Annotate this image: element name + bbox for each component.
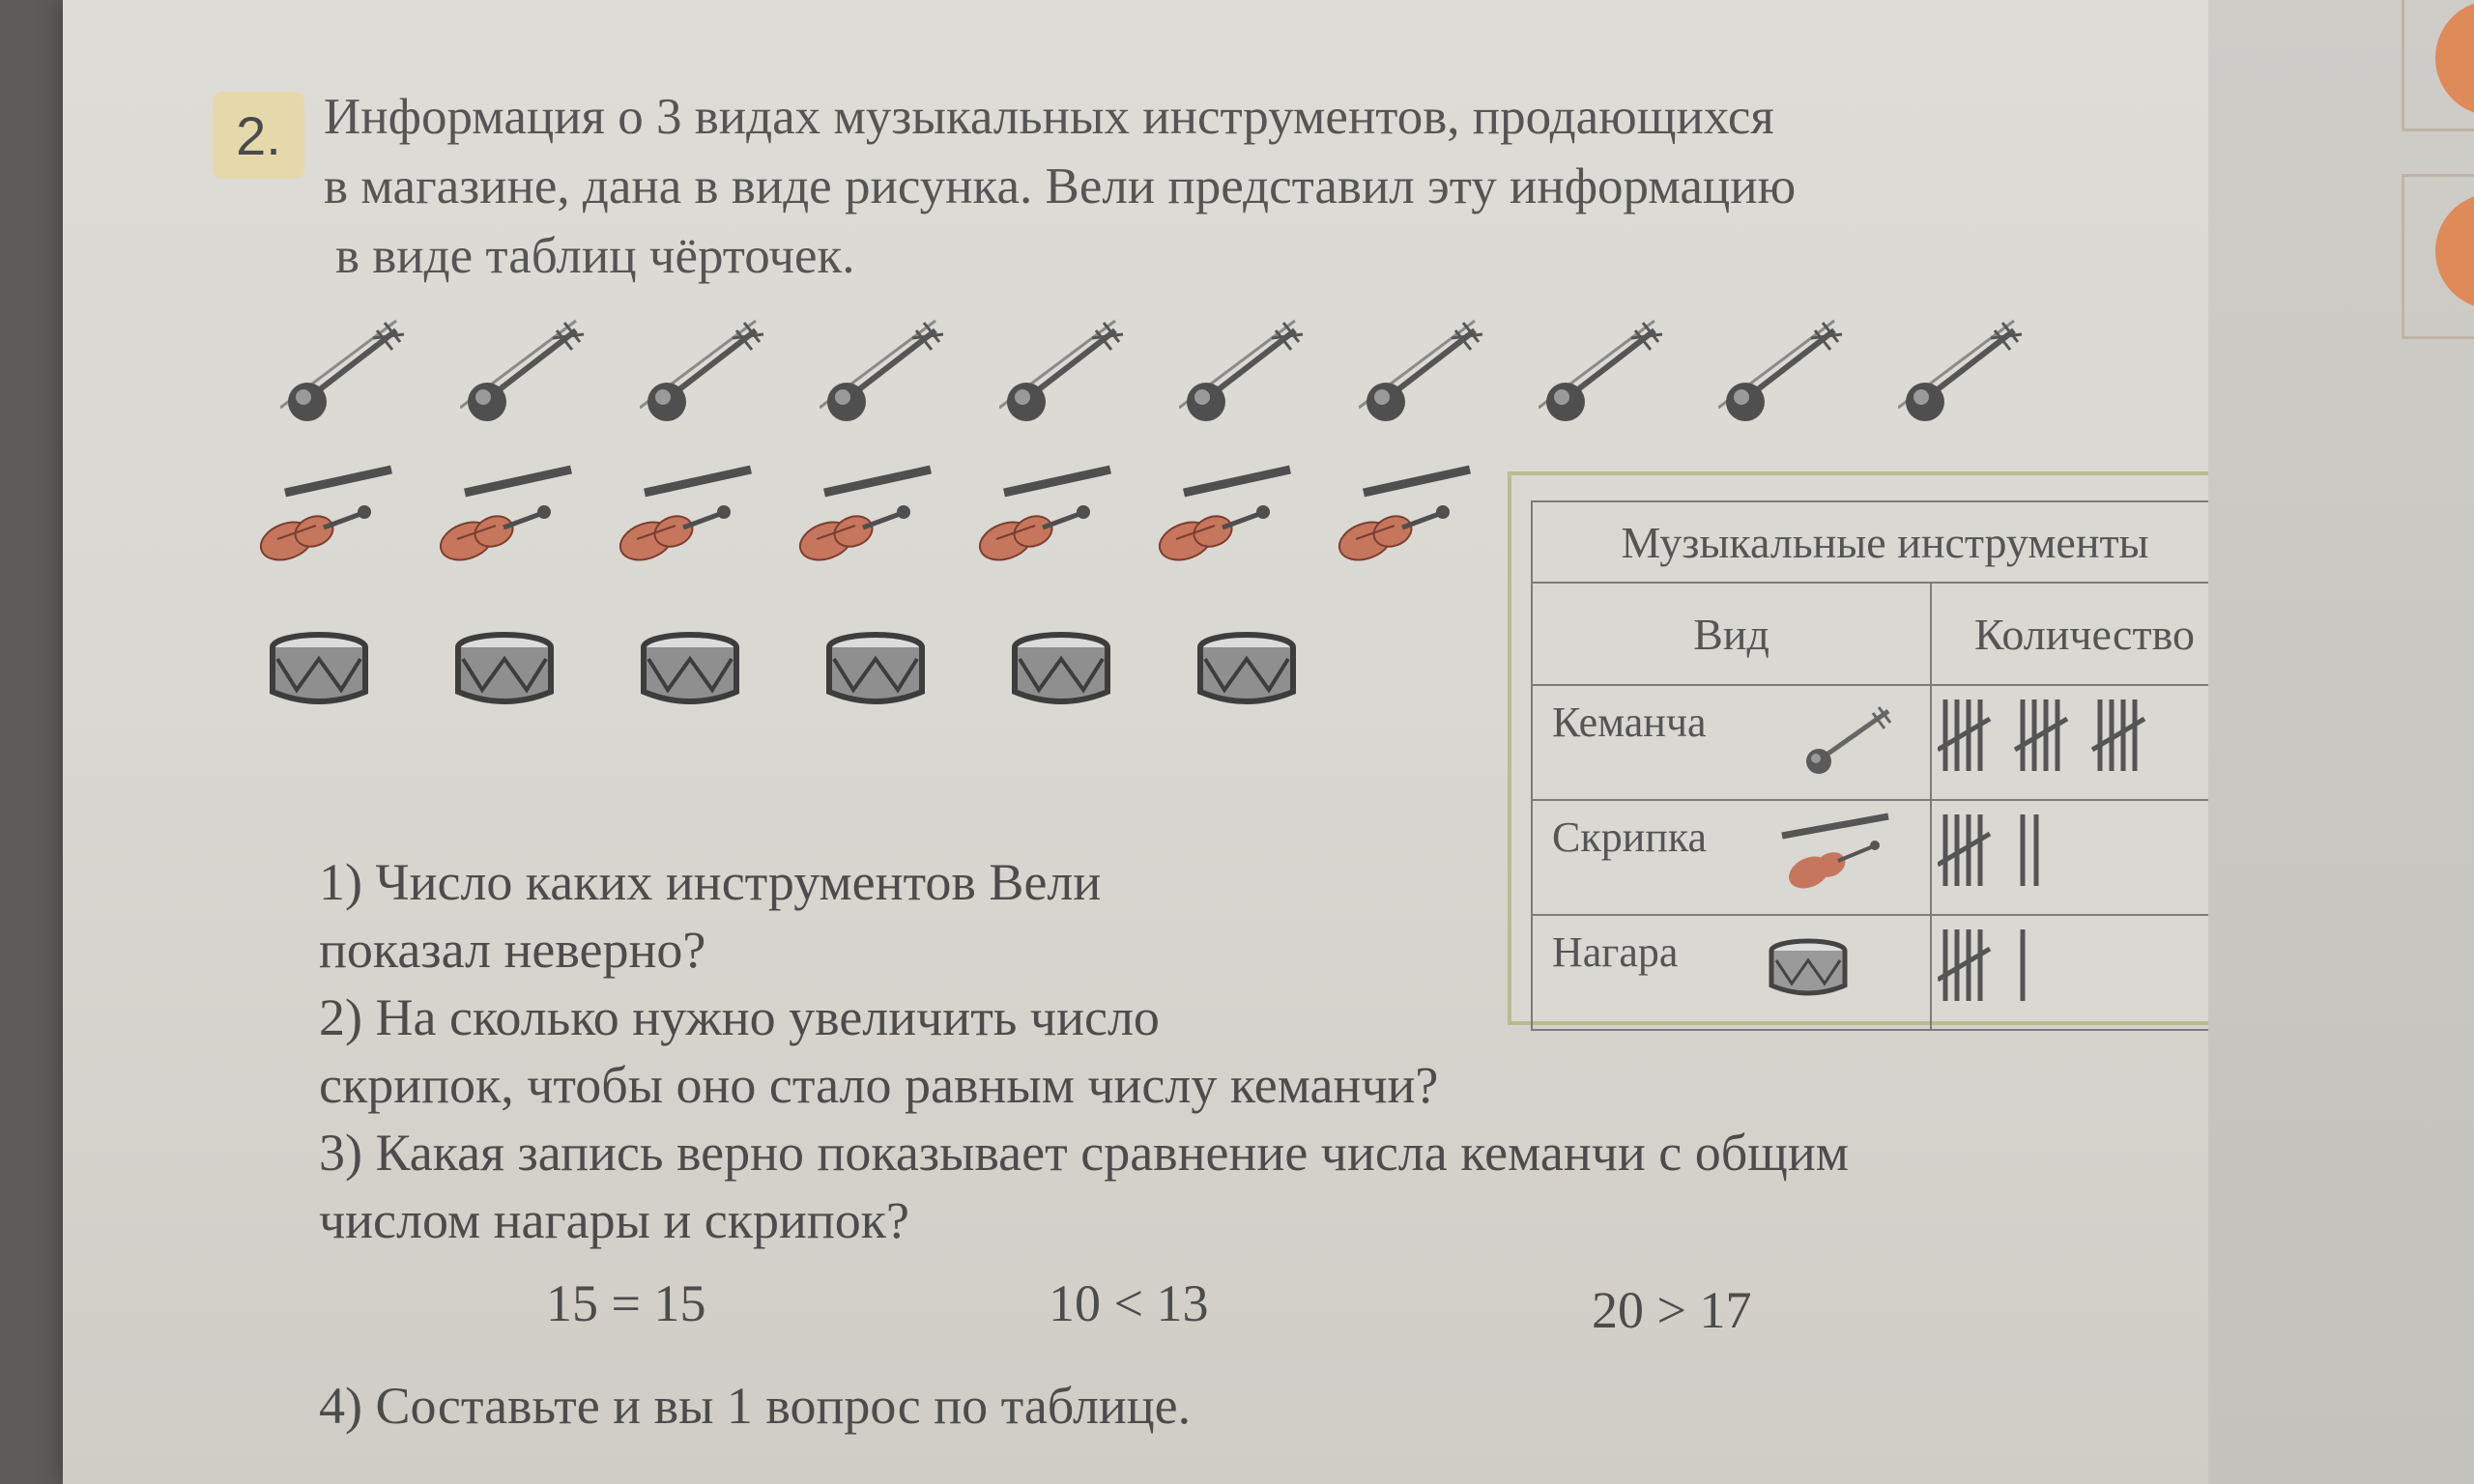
row-name-cell [1532, 685, 1931, 800]
question-line: 3) Какая запись верно показывает сравнение числа кеманчи с общим [319, 1124, 1849, 1182]
table-row [1532, 685, 2208, 800]
row-label: Скрипка [1552, 813, 1708, 861]
tally-cell [1931, 915, 2208, 1030]
violin-icon [436, 464, 581, 570]
tally-marks-nagara [1938, 922, 2208, 1011]
intro-line: в магазине, дана в виде рисунка. Вели представил эту информацию [324, 158, 1797, 214]
tally-marks-violin [1938, 807, 2208, 896]
violin-icon [1155, 464, 1300, 570]
kemancha-icon [640, 309, 775, 425]
kemancha-icon [1718, 309, 1854, 425]
questions [319, 848, 1849, 1254]
kemancha-icon [820, 309, 955, 425]
textbook-page [63, 0, 2208, 1484]
drum-icon [1008, 628, 1114, 715]
question-line: скрипок, чтобы оно стало равным числу кеманчи? [319, 1056, 1439, 1114]
comparison-option-a: 15 = 15 [546, 1274, 706, 1332]
facing-page-edge [2208, 0, 2474, 1484]
tally-cell [1931, 685, 2208, 800]
task-intro [324, 82, 2160, 291]
kemancha-icon [1179, 309, 1314, 425]
question-line: 4) Составьте и вы 1 вопрос по таблице. [319, 1377, 1192, 1435]
violin-icon [1335, 464, 1480, 570]
kemancha-icon [1359, 309, 1494, 425]
kemancha-icon [1796, 703, 1902, 781]
task-number-badge: 2. [213, 92, 304, 179]
comparison-option-c: 20 > 17 [1592, 1281, 1752, 1339]
violin-icon [795, 464, 940, 570]
question-line: 1) Число каких инструментов Вели [319, 853, 1102, 911]
tally-cell [1931, 800, 2208, 915]
header-count: Количество [1931, 583, 2208, 685]
question-line: показал неверно? [319, 921, 706, 979]
kemancha-icon [280, 309, 416, 425]
drum-icon [637, 628, 743, 715]
question-line: 2) На сколько нужно увеличить число [319, 988, 1160, 1046]
comparison-option-b: 10 < 13 [1049, 1274, 1209, 1332]
tally-marks-kemancha [1938, 692, 2208, 781]
row-label: Кеманча [1552, 699, 1707, 746]
drum-icon [451, 628, 558, 715]
violin-icon [616, 464, 761, 570]
row-label: Нагара [1552, 928, 1679, 976]
question-line: числом нагары и скрипок? [319, 1191, 909, 1249]
kemancha-icon [1898, 309, 2033, 425]
kemancha-icon [460, 309, 595, 425]
header-kind: Вид [1532, 583, 1931, 685]
violin-icon [975, 464, 1120, 570]
table-caption: Музыкальные инструменты [1532, 501, 2208, 583]
intro-line: в виде таблиц чёрточек. [335, 228, 855, 284]
kemancha-icon [999, 309, 1135, 425]
kemancha-icon [1539, 309, 1674, 425]
question-4 [319, 1372, 1191, 1440]
violin-icon [256, 464, 401, 570]
drum-icon [822, 628, 929, 715]
drum-icon [1194, 628, 1300, 715]
intro-line: Информация о 3 видах музыкальных инструментов, продающихся [324, 89, 1774, 145]
drum-icon [266, 628, 372, 715]
